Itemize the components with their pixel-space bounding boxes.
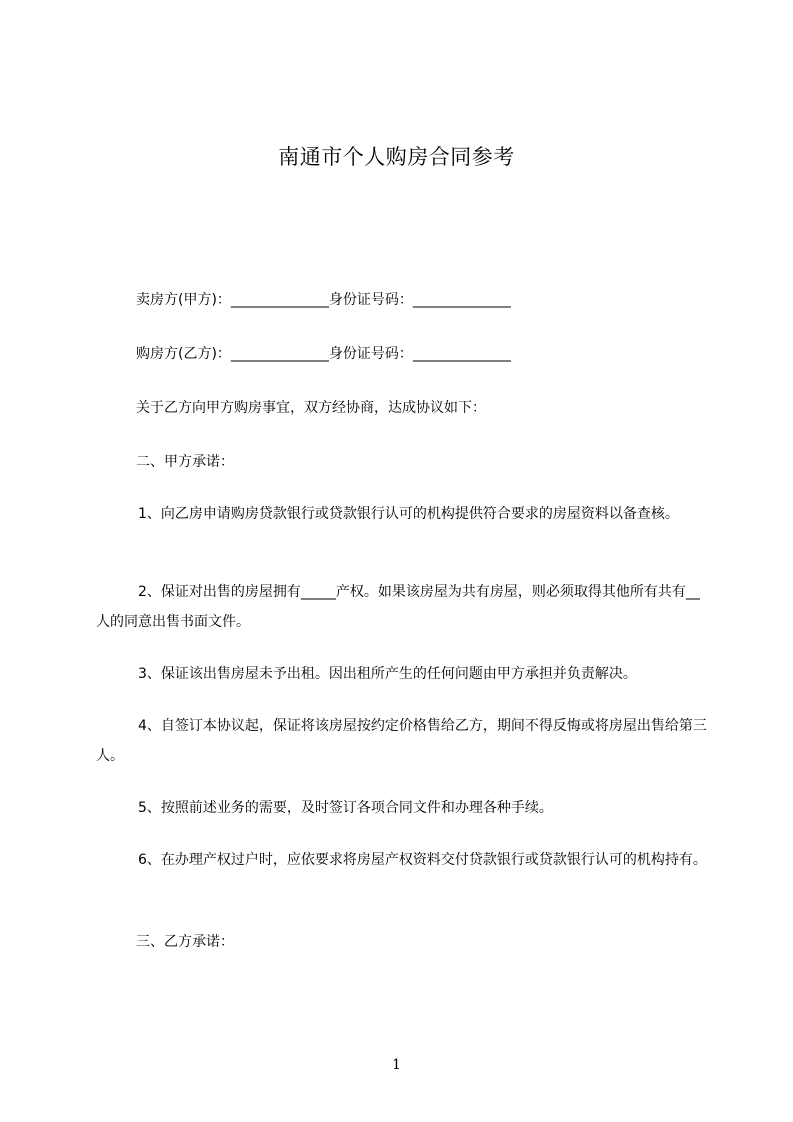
page-number: 1 [392,1057,401,1073]
clause-6: 6、在办理产权过户时，应依要求将房屋产权资料交付贷款银行或贷款银行认可的机构持有。 [138,852,707,868]
section-2-heading: 二、甲方承诺： [136,454,234,470]
buyer-info-line: 购房方(乙方)：______________身份证号码：______________ [136,346,511,362]
section-3-heading: 三、乙方承诺： [136,934,234,950]
clause-3: 3、保证该出售房屋未予出租。因出租所产生的任何问题由甲方承担并负责解决。 [138,666,637,682]
clause-5: 5、按照前述业务的需要，及时签订各项合同文件和办理各种手续。 [138,800,553,816]
clause-4: 4、自签订本协议起，保证将该房屋按约定价格售给乙方，期间不得反悔或将房屋出售给第三人。 [96,718,707,764]
seller-info-line: 卖房方(甲方)：______________身份证号码：______________ [136,292,511,308]
document-title: 南通市个人购房合同参考 [278,145,515,169]
intro-paragraph: 关于乙方向甲方购房事宜，双方经协商，达成协议如下： [136,400,486,416]
clause-2: 2、保证对出售的房屋拥有_____产权。如果该房屋为共有房屋，则必须取得其他所有共有__人的同意出售书面文件。 [96,584,700,630]
clause-1: 1、向乙房申请购房贷款银行或贷款银行认可的机构提供符合要求的房屋资料以备查核。 [138,506,679,522]
